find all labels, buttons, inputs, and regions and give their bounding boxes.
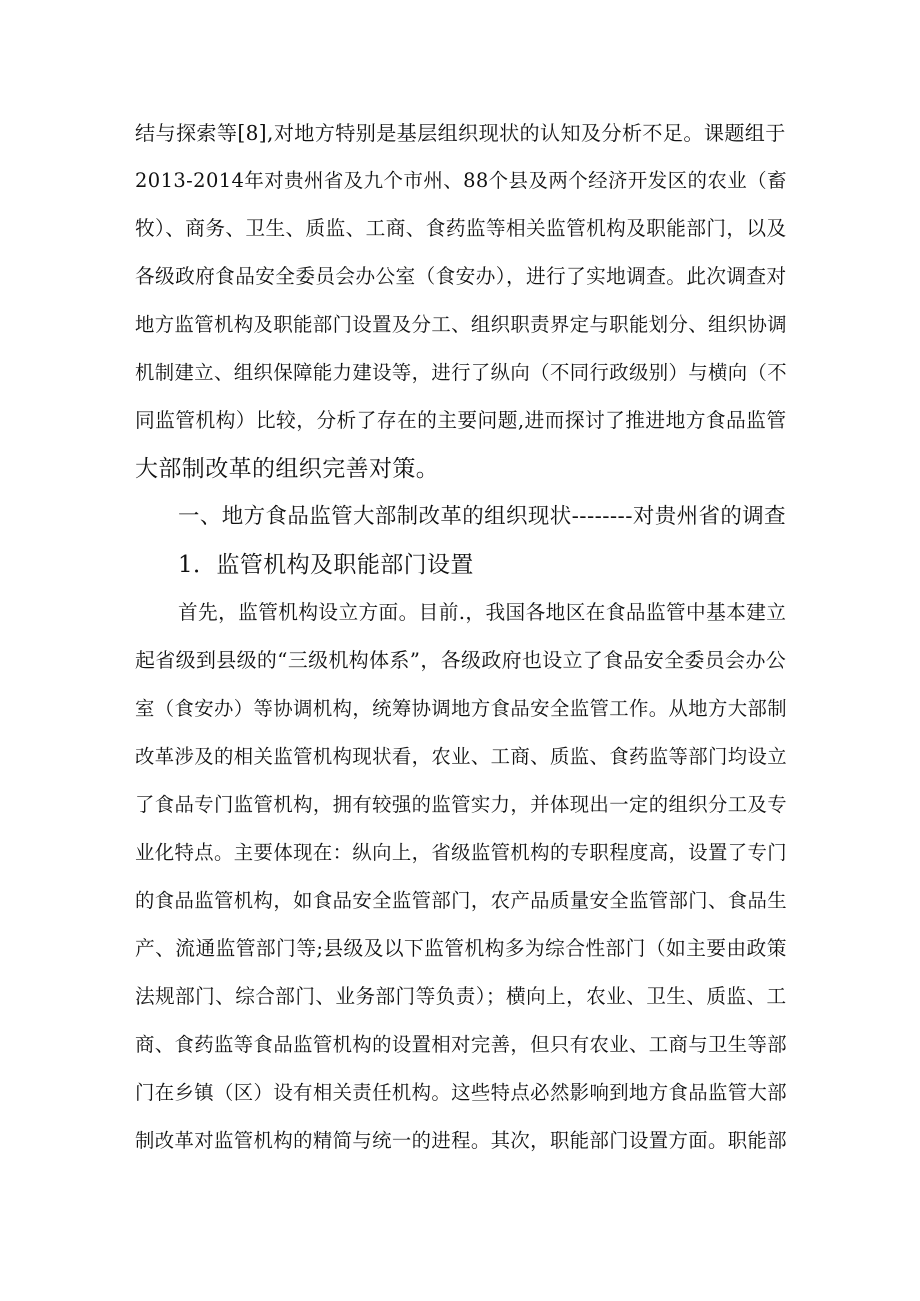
paragraph-line: 室（食安办）等协调机构，统筹协调地方食品安全监管工作。从地方大部制 [135, 697, 788, 720]
subsection-heading: 1．监管机构及职能部门设置 [178, 552, 474, 578]
paragraph-line: 的食品监管机构，如食品安全监管部门，农产品质量安全监管部门、食品生 [135, 889, 788, 912]
paragraph-line: 地方监管机构及职能部门设置及分工、组织职责界定与职能划分、组织协调 [135, 313, 788, 336]
paragraph-line: 大部制改革的组织完善对策。 [135, 456, 440, 482]
paragraph-line: 同监管机构）比较，分析了存在的主要问题,进而探讨了推进地方食品监管 [135, 409, 787, 432]
paragraph-line: 2013-2014年对贵州省及九个市州、88个县及两个经济开发区的农业（畜 [135, 169, 787, 192]
section-heading: 一、地方食品监管大部制改革的组织现状--------对贵州省的调查 [178, 504, 786, 529]
paragraph-line: 产、流通监管部门等;县级及以下监管机构多为综合性部门（如主要由政策 [135, 937, 787, 960]
paragraph-line: 了食品专门监管机构，拥有较强的监管实力，并体现出一定的组织分工及专 [135, 793, 788, 816]
paragraph-line: 牧）、商务、卫生、质监、工商、食药监等相关监管机构及职能部门，以及 [135, 217, 787, 240]
paragraph-line: 机制建立、组织保障能力建设等，进行了纵向（不同行政级别）与横向（不 [135, 361, 788, 384]
paragraph-line: 门在乡镇（区）设有相关责任机构。这些特点必然影响到地方食品监管大部 [135, 1081, 788, 1104]
paragraph-line: 结与探索等[8],对地方特别是基层组织现状的认知及分析不足。课题组于 [135, 121, 786, 145]
paragraph-line: 制改革对监管机构的精简与统一的进程。其次，职能部门设置方面。职能部 [135, 1129, 788, 1152]
paragraph-line: 起省级到县级的“三级机构体系”，各级政府也设立了食品安全委员会办公 [135, 649, 787, 672]
paragraph-line: 首先，监管机构设立方面。目前.，我国各地区在食品监管中基本建立 [178, 601, 787, 624]
paragraph-line: 改革涉及的相关监管机构现状看，农业、工商、质监、食药监等部门均设立 [135, 745, 788, 768]
paragraph-line: 法规部门、综合部门、业务部门等负责）；横向上，农业、卫生、质监、工 [135, 985, 787, 1008]
paragraph-line: 各级政府食品安全委员会办公室（食安办），进行了实地调查。此次调查对 [135, 265, 787, 288]
paragraph-line: 业化特点。主要体现在：纵向上，省级监管机构的专职程度高，设置了专门 [135, 841, 788, 864]
paragraph-line: 商、食药监等食品监管机构的设置相对完善，但只有农业、工商与卫生等部 [135, 1033, 788, 1056]
